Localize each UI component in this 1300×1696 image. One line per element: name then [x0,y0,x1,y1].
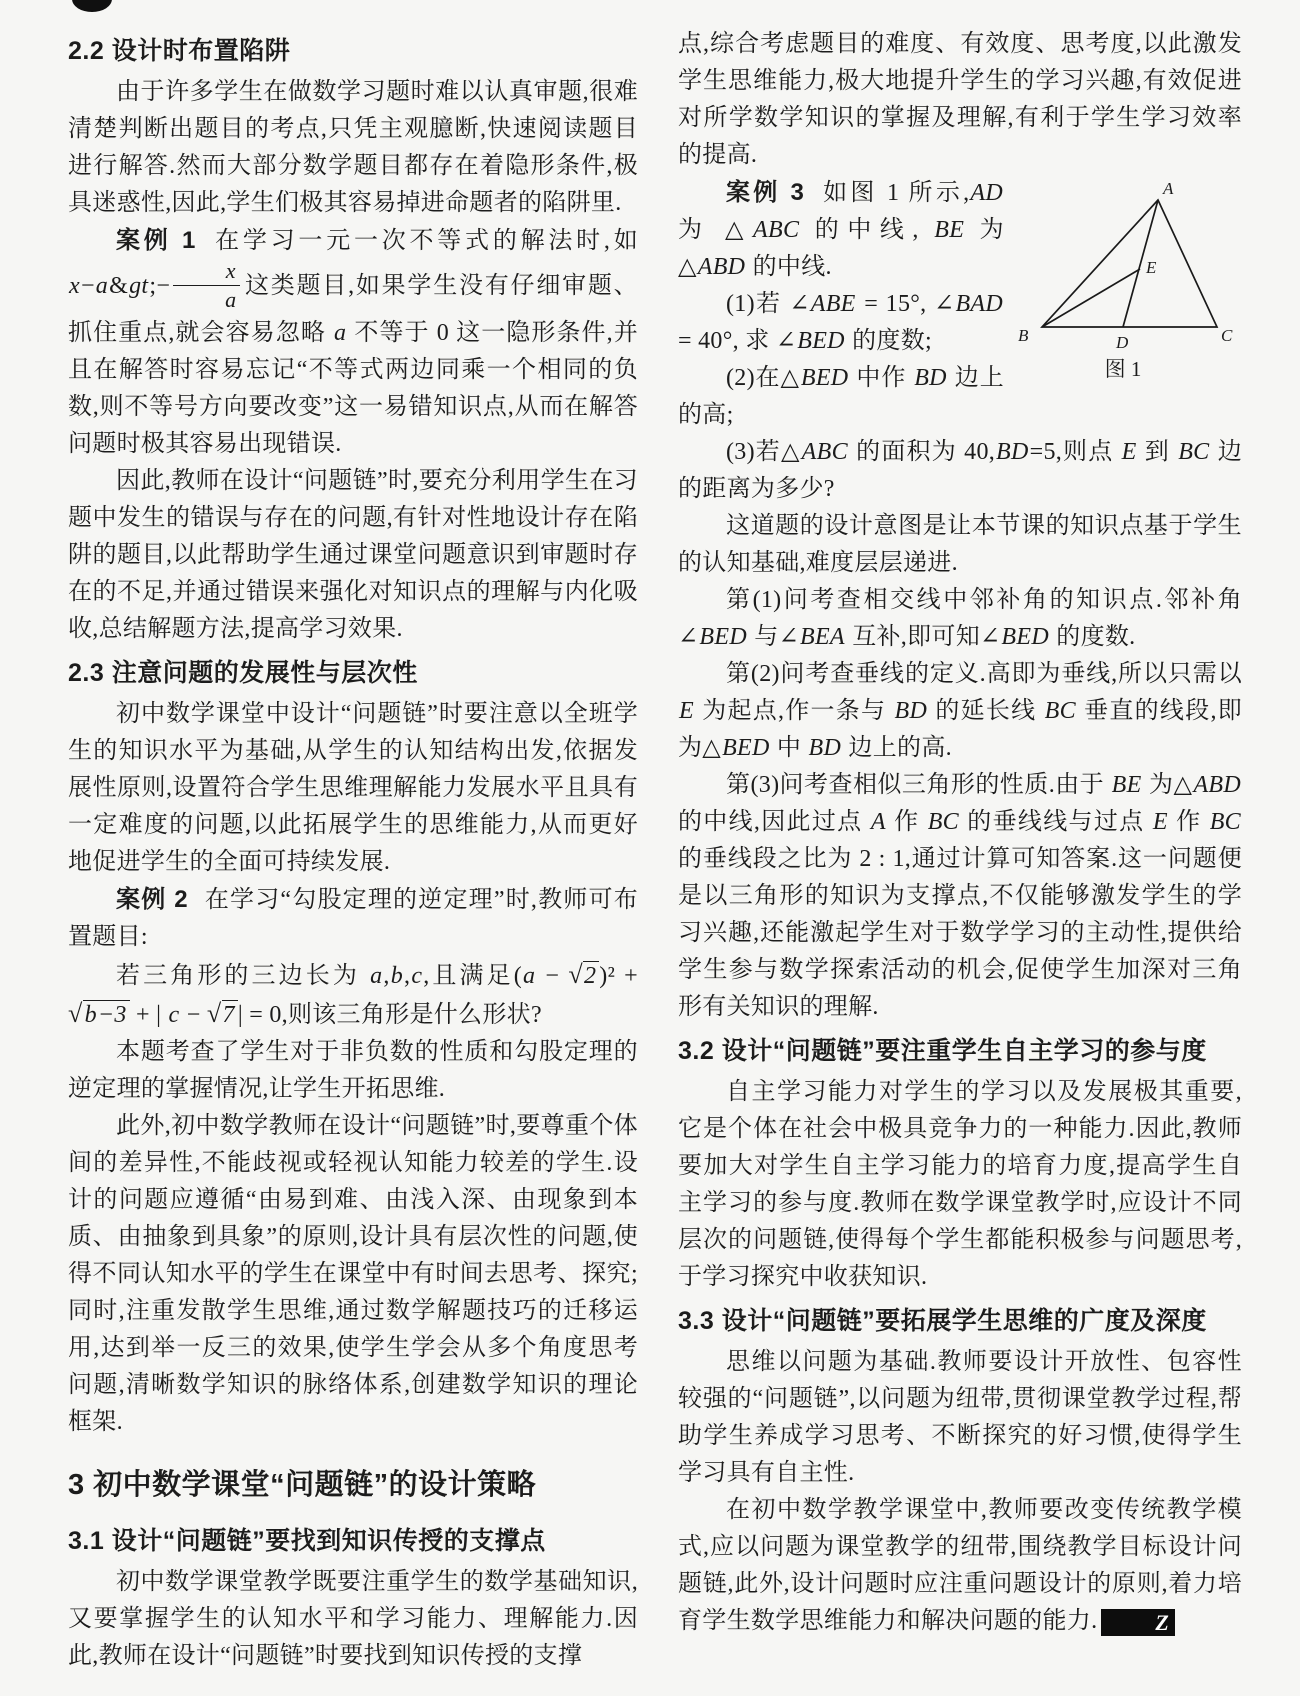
vertex-label-A: A [1163,179,1174,198]
case2-formula-t2: )² + [599,963,639,989]
case3-item-1: (1)若 ∠ABE = 15°, ∠BAD = 40°, 求 ∠BED 的度数; [678,291,1003,354]
heading-3-1: 3.1 设计“问题链”要找到知识传授的支撑点 [68,1527,546,1555]
paragraph-case2-formula [68,956,638,1034]
right-column [678,26,1242,1675]
case1-label: 案例 1 [116,227,196,254]
paragraph-intent: 这道题的设计意图是让本节课的知识点基于学生的认知基础,难度层层递进. [678,513,1242,576]
paragraph-final-text: 在初中数学教学课堂中,教师要改变传统教学模式,应以问题为课堂教学的纽带,围绕教学目标设计问题链,此外,设计问题时应注重问题设计的原则,着力培育学生数学思维能力和解决问题的能力. [678,1497,1242,1634]
heading-2-3: 2.3 注意问题的发展性与层次性 [68,659,418,687]
case3-text: 如图 1 所示,AD 为 △ABC 的中线, BE 为 △ABD 的中线. [678,180,1004,280]
heading-3: 3 初中数学课堂“问题链”的设计策略 [68,1469,537,1501]
fraction-denominator: a [173,285,240,311]
paragraph-autonomy: 自主学习能力对学生的学习以及发展极其重要,它是个体在社会中极具竞争力的一种能力.因此,教师要加大对学生自主学习能力的培育力度,提高学生自主学习的参与度.教师在数学课堂教学时,应设计不同层次的问题链,使得每个学生都能积极参与问题思考,于学习探究中收获知识. [678,1079,1242,1290]
paragraph-q1: 第(1)问考查相交线中邻补角的知识点.邻补角∠BED 与∠BEA 互补,即可知∠BED 的度数. [678,587,1242,650]
paragraph-development: 初中数学课堂中设计“问题链”时要注意以全班学生的知识水平为基础,从学生的认知结构出发,依据发展性原则,设置符合学生思维理解能力发展水平且具有一定难度的问题,以此拓展学生的思维能力,从而更好地促进学生的全面可持续发展. [68,701,638,875]
case1-intro: 在学习一元一次不等式的解法时,如 [211,228,638,254]
paragraph-nonneg: 本题考查了学生对于非负数的性质和勾股定理的逆定理的掌握情况,让学生开拓思维. [68,1039,638,1102]
triangle-diagram [1010,174,1236,354]
heading-3-3: 3.3 设计“问题链”要拓展学生思维的广度及深度 [678,1307,1207,1335]
vertex-label-D: D [1116,333,1129,352]
paragraph-case2 [68,881,638,956]
left-column [68,26,638,1675]
vertex-label-E: E [1146,258,1157,277]
case1-fraction [173,260,240,311]
heading-3-2: 3.2 设计“问题链”要注重学生自主学习的参与度 [678,1037,1207,1065]
paragraph-final [678,1492,1242,1640]
paragraph-q2: 第(2)问考查垂线的定义.高即为垂线,所以只需以 E 为起点,作一条与 BD 的延长线 BC 垂直的线段,即为△BED 中 BD 边上的高. [678,661,1242,761]
case2-label: 案例 2 [116,886,188,913]
vertex-label-B: B [1018,326,1029,345]
paragraph-continuation: 点,综合考虑题目的难度、有效度、思考度,以此激发学生思维能力,极大地提升学生的学习兴趣,有效促进对所学数学知识的掌握及理解,有利于学生学习效率的提高. [678,31,1242,168]
sqrt-b-minus-3: √b−3 [68,1002,130,1028]
case2-formula-t4: | = 0,则该三角形是什么形状? [237,1002,542,1028]
paragraph-trap: 由于许多学生在做数学习题时难以认真审题,很难清楚判断出题目的考点,只凭主观臆断,快速阅读题目进行解答.然而大部分数学题目都存在着隐形条件,极具迷惑性,因此,学生们极其容易掉进命题者的陷阱里. [68,79,638,216]
sqrt-2: √2 [568,963,599,989]
case3-item-3: (3)若△ABC 的面积为 40,BD=5,则点 E 到 BC 边的距离为多少? [678,439,1242,502]
case3-item-2: (2)在△BED 中作 BD 边上的高; [678,365,1004,428]
case3-label: 案例 3 [726,179,805,206]
fraction-numerator: x [225,258,236,283]
heading-2-2: 2.2 设计时布置陷阱 [68,37,291,65]
paragraph-besides: 此外,初中数学教师在设计“问题链”时,要尊重个体间的差异性,不能歧视或轻视认知能力较差的学生.设计的问题应遵循“由易到难、由浅入深、由现象到本质、由抽象到具象”的原则,设计具有层次性的问题,使得不同认知水平的学生在课堂中有时间去思考、探究;同时,注重发散学生思维,通过数学解题技巧的迁移运用,达到举一反三的效果,使学生学会从多个角度思考问题,清晰数学知识的脉络体系,创建数学知识的理论框架. [68,1113,638,1435]
paragraph-support: 初中数学课堂教学既要注重学生的数学基础知识,又要掌握学生的认知水平和学习能力、理解能力.因此,教师在设计“问题链”时要找到知识传授的支撑 [68,1569,638,1669]
case3-block [678,174,1242,508]
case2-formula-t3: + | c − [129,1002,207,1028]
paragraph-q3: 第(3)问考查相似三角形的性质.由于 BE 为△ABD 的中线,因此过点 A 作 BC 的垂线线与过点 E 作 BC 的垂线段之比为 2 : 1,通过计算可知答案.这一问题便是以三角形的知识为支撑点,不仅能够激发学生的学习兴趣,还能激起学生对于数学学习的主动性,提供给学生参与数学探索活动的机会,促使学生加深对三角形有关知识的理解. [678,772,1242,1020]
case2-text: 在学习“勾股定理的逆定理”时,教师可布置题目: [68,887,638,950]
case2-formula-t1: 若三角形的三边长为 a,b,c,且满足(a − [116,963,569,989]
sqrt-7: √7 [207,1002,238,1028]
article-end-mark: Z [1101,1609,1175,1636]
case1-rest: 这类题目,如果学生没有仔细审题、抓住重点,就会容易忽略 a 不等于 0 这一隐形条件,并且在解答时容易忘记“不等式两边同乘一个相同的负数,则不等号方向要改变”这一易错知识点,从而在解答问题时极其容易出现错误. [68,273,638,457]
figure-1-caption: 图 1 [1104,357,1142,381]
case1-formula-prefix: x−a&gt;− [69,273,171,300]
triangle-ABC-outline [1042,200,1217,327]
figure-1-triangle [1004,174,1242,382]
paragraph-therefore: 因此,教师在设计“问题链”时,要充分利用学生在习题中发生的错误与存在的问题,有针对性地设计存在陷阱的题目,以此帮助学生通过课堂问题意识到审题时存在的不足,并通过错误来强化对知识点的理解与内化吸收,总结解题方法,提高学习效果. [68,468,638,642]
paragraph-thinking: 思维以问题为基础.教师要设计开放性、包容性较强的“问题链”,以问题为纽带,贯彻课堂教学过程,帮助学生养成学习思考、不断探究的好习惯,使得学生学习具有自主性. [678,1349,1242,1486]
paragraph-case1 [68,222,638,463]
vertex-label-C: C [1221,326,1233,345]
